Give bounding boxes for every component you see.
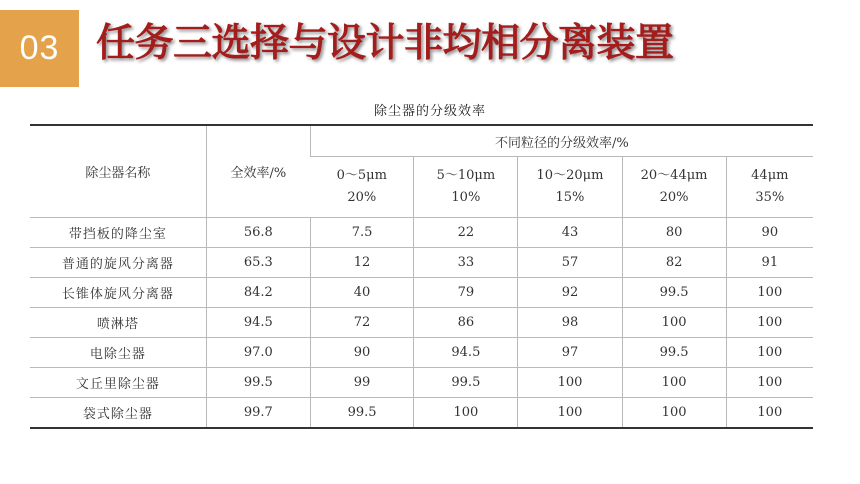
row-name: 袋式除尘器 — [30, 398, 206, 429]
section-number-badge — [0, 10, 79, 87]
header-size-range — [414, 157, 518, 218]
size-share-label: 20% — [347, 190, 377, 205]
slide-title: 任务三选择与设计非均相分离装置 — [96, 21, 674, 66]
cell-total: 56.8 — [206, 218, 310, 248]
size-share-label: 20% — [659, 190, 689, 205]
cell-value: 22 — [414, 218, 518, 248]
row-name: 普通的旋风分离器 — [30, 248, 206, 278]
cell-value: 33 — [414, 248, 518, 278]
size-range-label: 0～5μm — [336, 168, 387, 183]
cell-value: 100 — [726, 338, 813, 368]
cell-value: 99.5 — [622, 278, 726, 308]
cell-value: 100 — [726, 308, 813, 338]
cell-value: 100 — [622, 308, 726, 338]
size-share-label: 10% — [451, 190, 481, 205]
row-name: 文丘里除尘器 — [30, 368, 206, 398]
cell-value: 57 — [518, 248, 622, 278]
table-row — [30, 308, 813, 338]
row-name: 喷淋塔 — [30, 308, 206, 338]
size-share-label: 15% — [555, 190, 585, 205]
header-total-efficiency: 全效率/% — [206, 125, 310, 218]
header-size-range — [726, 157, 813, 218]
cell-value: 82 — [622, 248, 726, 278]
cell-total: 84.2 — [206, 278, 310, 308]
cell-value: 100 — [726, 278, 813, 308]
table-row — [30, 338, 813, 368]
cell-value: 92 — [518, 278, 622, 308]
table-row — [30, 278, 813, 308]
cell-value: 90 — [310, 338, 414, 368]
cell-value: 100 — [518, 398, 622, 429]
cell-value: 90 — [726, 218, 813, 248]
table-row — [30, 218, 813, 248]
cell-value: 79 — [414, 278, 518, 308]
table-row — [30, 248, 813, 278]
cell-total: 99.7 — [206, 398, 310, 429]
cell-value: 100 — [414, 398, 518, 429]
header-size-range — [622, 157, 726, 218]
efficiency-table — [30, 124, 813, 429]
cell-value: 43 — [518, 218, 622, 248]
cell-value: 94.5 — [414, 338, 518, 368]
section-number: 03 — [19, 29, 60, 67]
cell-value: 98 — [518, 308, 622, 338]
cell-total: 94.5 — [206, 308, 310, 338]
cell-value: 40 — [310, 278, 414, 308]
cell-value: 97 — [518, 338, 622, 368]
cell-value: 7.5 — [310, 218, 414, 248]
size-range-label: 10～20μm — [536, 168, 604, 183]
table-row — [30, 368, 813, 398]
row-name: 带挡板的降尘室 — [30, 218, 206, 248]
size-range-label: 5～10μm — [436, 168, 496, 183]
cell-value: 86 — [414, 308, 518, 338]
cell-value: 100 — [518, 368, 622, 398]
header-size-range — [518, 157, 622, 218]
cell-value: 91 — [726, 248, 813, 278]
cell-value: 99.5 — [310, 398, 414, 429]
row-name: 电除尘器 — [30, 338, 206, 368]
header-name: 除尘器名称 — [30, 125, 206, 218]
cell-value: 72 — [310, 308, 414, 338]
cell-value: 80 — [622, 218, 726, 248]
cell-total: 65.3 — [206, 248, 310, 278]
cell-value: 100 — [622, 398, 726, 429]
header-grade-efficiency: 不同粒径的分级效率/% — [310, 125, 813, 157]
cell-value: 100 — [622, 368, 726, 398]
cell-value: 99.5 — [414, 368, 518, 398]
row-name: 长锥体旋风分离器 — [30, 278, 206, 308]
cell-value: 100 — [726, 398, 813, 429]
size-range-label: 44μm — [751, 168, 789, 183]
size-share-label: 35% — [755, 190, 785, 205]
cell-value: 100 — [726, 368, 813, 398]
table-caption: 除尘器的分级效率 — [373, 104, 486, 119]
cell-total: 99.5 — [206, 368, 310, 398]
cell-value: 99 — [310, 368, 414, 398]
size-range-label: 20～44μm — [640, 168, 708, 183]
header-size-range — [310, 157, 414, 218]
table-row — [30, 398, 813, 429]
cell-value: 99.5 — [622, 338, 726, 368]
cell-value: 12 — [310, 248, 414, 278]
cell-total: 97.0 — [206, 338, 310, 368]
